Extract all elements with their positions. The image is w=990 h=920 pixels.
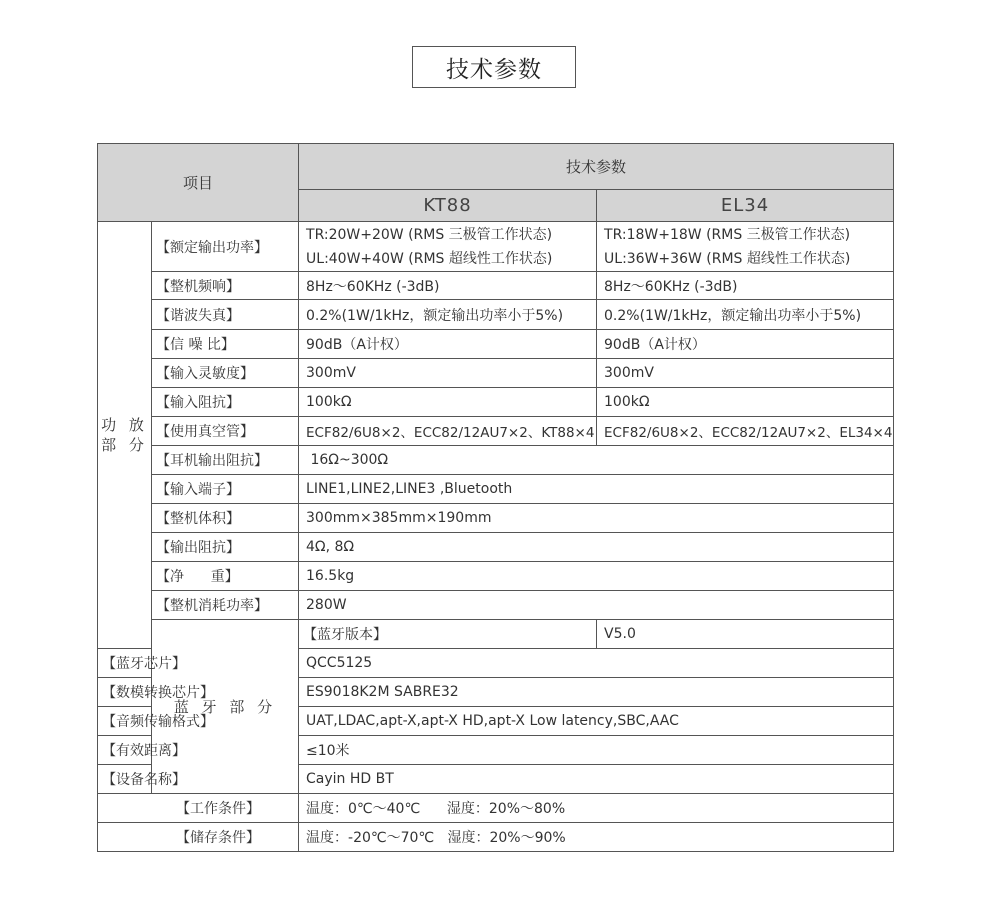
table-row xyxy=(98,359,894,388)
table-row xyxy=(98,417,894,446)
param-label: 【整机体积】 xyxy=(152,504,299,533)
condition-label: 【储存条件】 xyxy=(98,823,299,852)
el34-value: 100kΩ xyxy=(597,388,894,417)
shared-value: UAT,LDAC,apt-X,apt-X HD,apt-X Low latency,SBC,AAC xyxy=(299,707,894,736)
table-row xyxy=(98,222,894,272)
kt88-value: 90dB（A计权） xyxy=(299,330,597,359)
header-model-kt88: KT88 xyxy=(299,190,597,222)
shared-value: ≤10米 xyxy=(299,736,894,765)
kt88-value: 100kΩ xyxy=(299,388,597,417)
shared-value: ES9018K2M SABRE32 xyxy=(299,678,894,707)
param-label: 【谐波失真】 xyxy=(152,300,299,330)
kt88-value-line: TR:20W+20W (RMS 三极管工作状态) xyxy=(306,226,553,243)
table-row xyxy=(98,504,894,533)
param-label: 【净 重】 xyxy=(152,562,299,591)
table-row xyxy=(98,591,894,620)
header-row xyxy=(98,144,894,190)
el34-value-line: TR:18W+18W (RMS 三极管工作状态) xyxy=(604,226,851,243)
param-label: 【信 噪 比】 xyxy=(152,330,299,359)
param-label: 【蓝牙版本】 xyxy=(299,620,597,649)
table-row xyxy=(98,562,894,591)
el34-value: 300mV xyxy=(597,359,894,388)
condition-value: 温度：0℃～40℃ 湿度：20%～80% xyxy=(299,794,894,823)
el34-value: ECF82/6U8×2、ECC82/12AU7×2、EL34×4 xyxy=(597,417,894,446)
shared-value: 16Ω~300Ω xyxy=(299,446,894,475)
param-label: 【音频传输格式】 xyxy=(98,707,152,736)
param-label: 【整机消耗功率】 xyxy=(152,591,299,620)
table-row xyxy=(98,388,894,417)
param-label: 【耳机输出阻抗】 xyxy=(152,446,299,475)
table-row xyxy=(98,446,894,475)
kt88-value: 0.2%(1W/1kHz，额定输出功率小于5%) xyxy=(299,300,597,330)
el34-value xyxy=(597,222,894,272)
shared-value: 300mm×385mm×190mm xyxy=(299,504,894,533)
shared-value: QCC5125 xyxy=(299,649,894,678)
el34-value: 0.2%(1W/1kHz，额定输出功率小于5%) xyxy=(597,300,894,330)
param-label: 【输入阻抗】 xyxy=(152,388,299,417)
kt88-value: 300mV xyxy=(299,359,597,388)
table-row xyxy=(98,300,894,330)
shared-value: V5.0 xyxy=(597,620,894,649)
kt88-value: ECF82/6U8×2、ECC82/12AU7×2、KT88×4 xyxy=(299,417,597,446)
table-row xyxy=(98,272,894,300)
el34-value: 8Hz～60KHz (-3dB) xyxy=(597,272,894,300)
bluetooth-section-label: 蓝 牙 部 分 xyxy=(152,620,299,794)
condition-value: 温度：-20℃～70℃ 湿度：20%～90% xyxy=(299,823,894,852)
param-label: 【有效距离】 xyxy=(98,736,152,765)
shared-value: 4Ω, 8Ω xyxy=(299,533,894,562)
param-label: 【输入端子】 xyxy=(152,475,299,504)
header-model-el34: EL34 xyxy=(597,190,894,222)
table-row xyxy=(98,475,894,504)
table-row xyxy=(98,620,894,649)
param-label: 【使用真空管】 xyxy=(152,417,299,446)
kt88-value: 8Hz～60KHz (-3dB) xyxy=(299,272,597,300)
kt88-value xyxy=(299,222,597,272)
shared-value: LINE1,LINE2,LINE3 ,Bluetooth xyxy=(299,475,894,504)
amp-section-label: 功 放 部 分 xyxy=(98,222,152,649)
param-label: 【设备名称】 xyxy=(98,765,152,794)
param-label: 【数模转换芯片】 xyxy=(98,678,152,707)
el34-value: 90dB（A计权） xyxy=(597,330,894,359)
table-row xyxy=(98,823,894,852)
param-label: 【输入灵敏度】 xyxy=(152,359,299,388)
page-title: 技术参数 xyxy=(412,46,576,88)
shared-value: 280W xyxy=(299,591,894,620)
condition-label: 【工作条件】 xyxy=(98,794,299,823)
kt88-value-line: UL:40W+40W (RMS 超线性工作状态) xyxy=(306,250,553,267)
param-label: 【输出阻抗】 xyxy=(152,533,299,562)
param-label: 【蓝牙芯片】 xyxy=(98,649,152,678)
param-label: 【额定输出功率】 xyxy=(152,222,299,272)
param-label: 【整机频响】 xyxy=(152,272,299,300)
table-row xyxy=(98,533,894,562)
spec-table xyxy=(97,143,894,852)
el34-value-line: UL:36W+36W (RMS 超线性工作状态) xyxy=(604,250,851,267)
table-row xyxy=(98,330,894,359)
header-spec: 技术参数 xyxy=(299,144,894,190)
shared-value: Cayin HD BT xyxy=(299,765,894,794)
header-item: 项目 xyxy=(98,144,299,222)
table-row xyxy=(98,794,894,823)
shared-value: 16.5kg xyxy=(299,562,894,591)
